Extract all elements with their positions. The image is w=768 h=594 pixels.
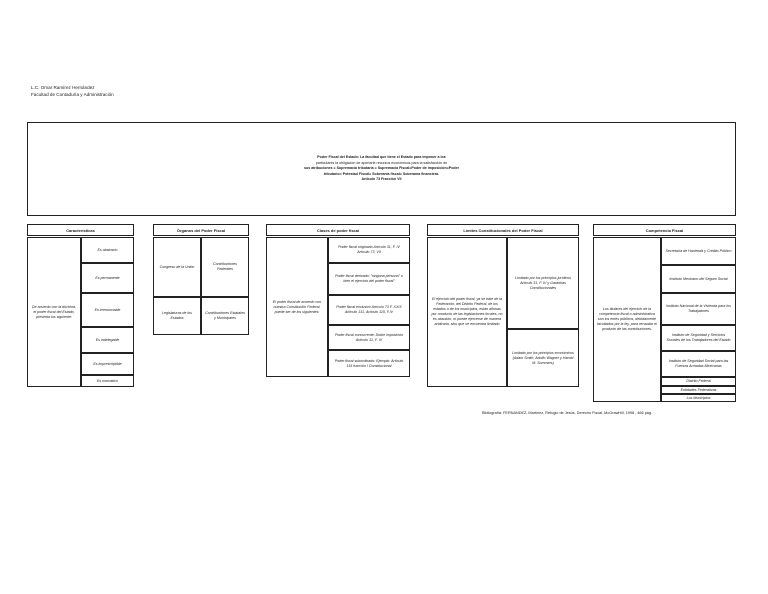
caracteristica-item: Es imprescriptible xyxy=(81,353,134,375)
clase-item: Poder fiscal derivado: "ninguna persona" o bien el ejercicio del poder fiscal" xyxy=(328,263,410,295)
organos-title: Órganos del Poder Fiscal xyxy=(153,224,249,236)
clase-item: Poder fiscal concurrente: Doble imposición Artículo 31, F. IV xyxy=(328,325,410,350)
organo-congreso: Congreso de la Unión xyxy=(153,237,201,297)
clases-title: Clases de poder fiscal xyxy=(266,224,410,236)
organo-legislaturas: Legislaturas de los Estados xyxy=(153,297,201,335)
competencia-item: Instituto de Seguridad Social para las Fuerzas Armadas Mexicanas xyxy=(661,351,736,377)
competencia-item: Instituto Nacional de la Vivienda para los Trabajadores xyxy=(661,293,736,325)
limite-item: Limitado por los principios jurídicos Artículo 31, F. IV y Garantías Constitucionales xyxy=(507,237,579,329)
limite-item: Limitado por los principios económicos (Adam Smith, Adolfo Wagner y Harold M. Sommers) xyxy=(507,329,579,387)
caracteristica-item: Es normativo xyxy=(81,375,134,387)
caracteristica-item: Es abstracto xyxy=(81,237,134,263)
organo-legislaturas-contribuciones: Contribuciones Estatales y Municipales xyxy=(201,297,249,335)
competencia-item: Secretaría de Hacienda y Crédito Público xyxy=(661,237,736,265)
caracteristicas-intro: De acuerdo con la doctrina, el poder fiscal del Estado, presenta los siguiente: xyxy=(27,237,81,387)
clases-intro: El poder fiscal de acuerdo con nuestra Constitución Federal, puede ser de los siguientes: xyxy=(266,237,328,377)
clase-item: Poder fiscal exclusivo Artículo 73 F. XXIX Artículo 131, Artículo 115, F.IV xyxy=(328,295,410,325)
definition-text xyxy=(304,155,459,183)
author-name: L.C. Omar Ramírez Hernández xyxy=(31,85,95,90)
limites-intro: El ejercicio del poder fiscal, ya se trate de la Federación, del Distrito Federal, de los estados o de los municipios, están afirmas por conducto de las legislaciones locales, no es absoluto, ni puede ejercerse de manera arbitraria, sino que se encuentra limitado xyxy=(427,237,507,387)
competencia-title: Competencia Fiscal xyxy=(593,224,736,236)
organo-congreso-contribuciones: Contribuciones Federales xyxy=(201,237,249,297)
definition-line-1: Poder Fiscal del Estado: La facultad que tiene el Estado para imponer a los xyxy=(317,155,446,160)
bibliography: Bibliografía: FERNANDEZ, Martínez, Refugio de Jesús, Derecho Fiscal, McGrawHill, 1998 , 466 pág. xyxy=(482,411,653,415)
competencia-item: Instituto Mexicano del Seguro Social xyxy=(661,265,736,293)
competencia-item: Distrito Federal xyxy=(661,377,736,386)
caracteristica-item: Es irrenunciable xyxy=(81,293,134,327)
definition-line-4: tributario= Potestad Fiscal= Soberanía fiscal= Soberanía financiera. xyxy=(323,171,440,176)
clase-item: Poder fiscal originario Artículo 31, F. IV Artículo 73, VII xyxy=(328,237,410,263)
caracteristica-item: Es indelegable xyxy=(81,327,134,353)
limites-title: Límites Constitucionales del Poder Fiscal xyxy=(427,224,579,236)
definition-line-5: Artículo 73 Fracción VII xyxy=(361,177,402,182)
clase-item: Poder fiscal subordinado: Ejemplo: Artículo 115 fracción I Constitucional xyxy=(328,350,410,377)
definition-line-3: sus atribuciones = Supremacía tributaria = Supremacía Fiscal=Poder de imposición=Poder xyxy=(304,166,459,171)
competencia-item: Los Municipios xyxy=(661,394,736,402)
caracteristicas-title: Características xyxy=(27,224,134,236)
competencia-intro: Los titulares del ejercicio de la competencia fiscal o administrativa son los entes públicos, debidamente facultados por la ley, para recaudar el producto de las contribuciones. xyxy=(593,237,661,402)
definition-line-2: particulares la obligación de aportarle recursos económicos para la satisfacción de xyxy=(315,160,448,165)
competencia-item: Entidades Federativas xyxy=(661,386,736,394)
competencia-item: Instituto de Seguridad y Servicios Sociales de los Trabajadores del Estado xyxy=(661,325,736,351)
faculty-name: Facultad de Contaduría y Administración xyxy=(31,92,114,97)
definition-box xyxy=(27,122,736,216)
caracteristica-item: Es permanente xyxy=(81,263,134,293)
